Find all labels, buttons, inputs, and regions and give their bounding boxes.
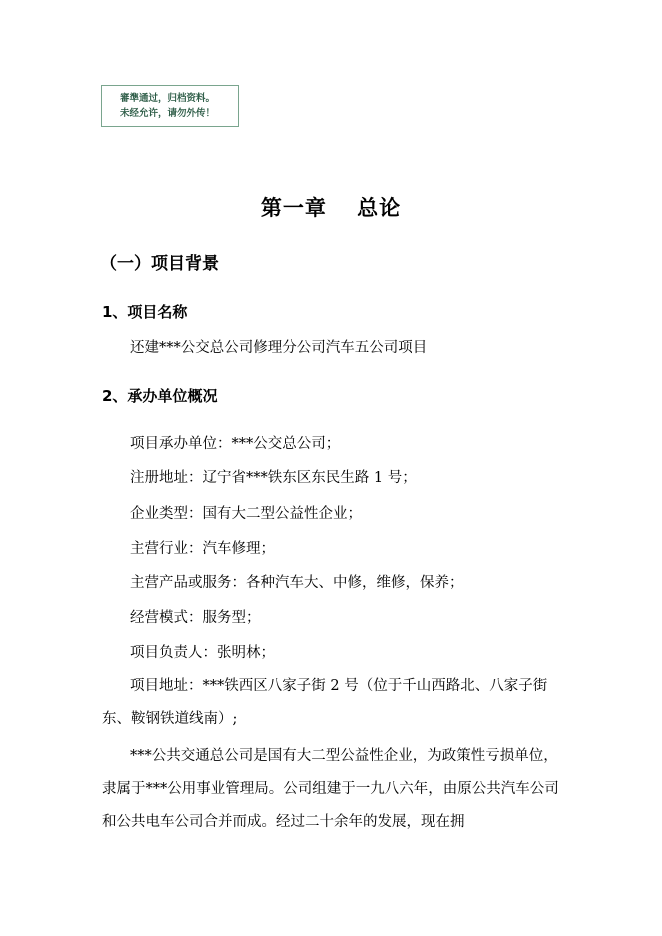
info-line: 注册地址：辽宁省***铁东区东民生路 1 号；: [130, 470, 417, 486]
info-line: 项目负责人：张明林；: [130, 645, 275, 661]
item2-heading: 2、承办单位概况: [102, 387, 218, 405]
info-line: 企业类型：国有大二型公益性企业；: [130, 506, 362, 522]
info-line: 主营产品或服务：各种汽车大、中修，维修，保养；: [130, 575, 464, 591]
section-heading: （一）项目背景: [100, 254, 219, 274]
company-intro-paragraph: ***公共交通总公司是国有大二型公益性企业，为政策性亏损单位，隶属于***公用事业管理局。公司组建于一九八六年，由原公共汽车公司和公共电车公司合并而成。经过二十余年的发展，现在拥: [102, 748, 559, 830]
info-line: 主营行业：汽车修理；: [130, 541, 275, 557]
project-name-text: 还建***公交总公司修理分公司汽车五公司项目: [130, 340, 428, 356]
project-address-paragraph: 项目地址：***铁西区八家子街 2 号（位于千山西路北、八家子街东、鞍钢铁道线南）;: [102, 678, 548, 727]
chapter-title: 第一章 总论: [260, 196, 402, 220]
stamp-line-1: 審準通过，归档资料。: [120, 93, 216, 104]
info-line: 项目承办单位：***公交总公司；: [130, 436, 341, 452]
info-line: 经营模式：服务型；: [130, 610, 261, 626]
item1-heading: 1、项目名称: [102, 303, 188, 321]
stamp-line-2: 未经允许，请勿外传！: [120, 108, 216, 119]
confidential-stamp-box: [101, 85, 239, 127]
